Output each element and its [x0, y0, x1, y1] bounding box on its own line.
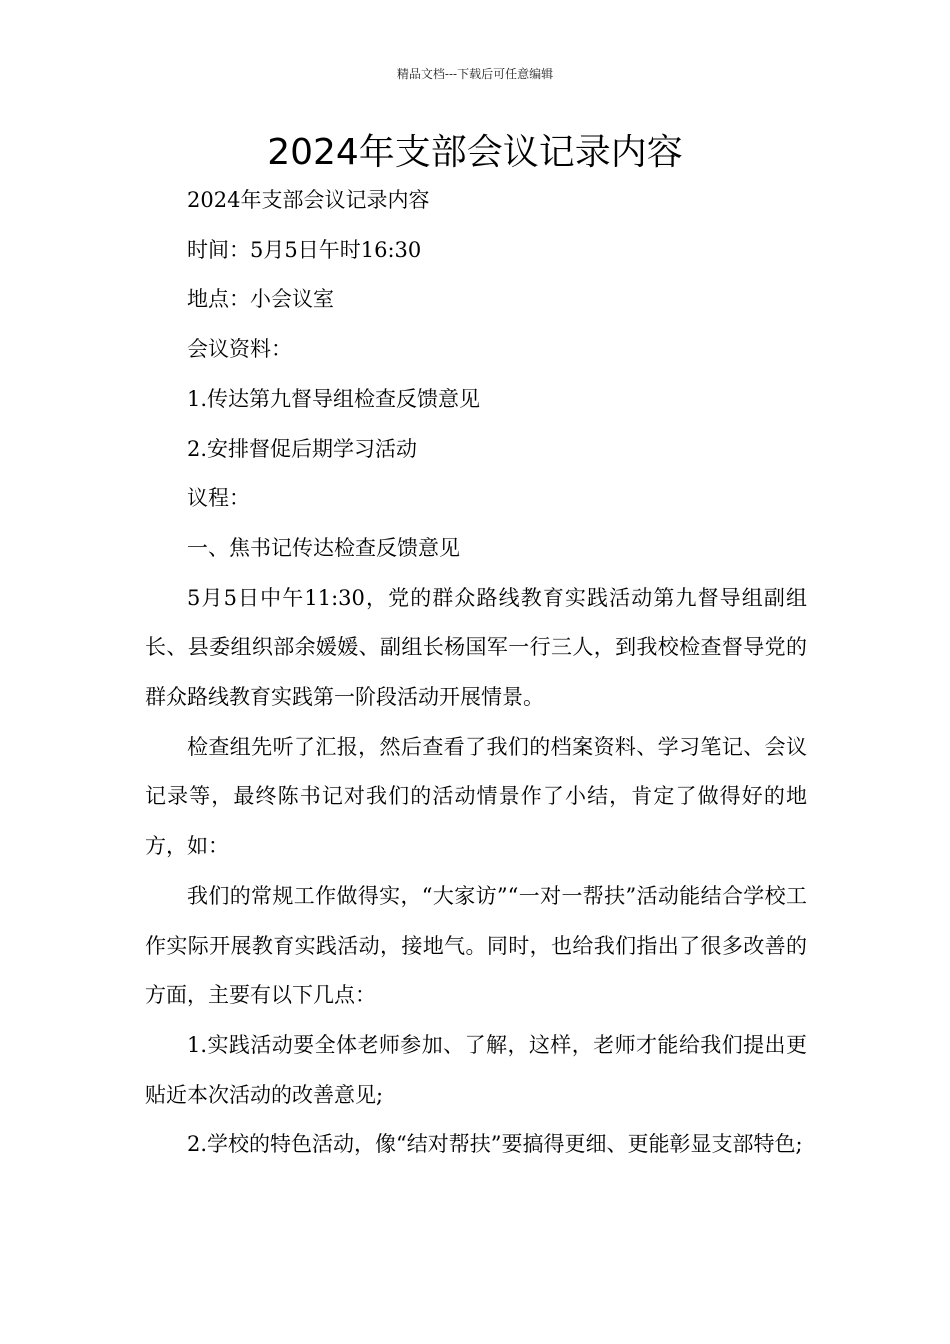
- paragraph-location: 地点：小会议室: [187, 287, 334, 312]
- paragraph-agenda-heading: 议程：: [187, 486, 250, 511]
- paragraph-material-2: 2.安排督促后期学习活动: [187, 436, 418, 461]
- paragraph-strengths: 我们的常规工作做得实，“大家访”“一对一帮扶”活动能结合学校工作实际开展教育实践活动，接地气。同时，也给我们指出了很多改善的方面，主要有以下几点：: [145, 883, 807, 1008]
- paragraph-point-1: 1.实践活动要全体老师参加、了解，这样，老师才能给我们提出更贴近本次活动的改善意见;: [145, 1032, 807, 1107]
- document-title: 2024年支部会议记录内容: [267, 132, 683, 173]
- header-note: 精品文档---下载后可任意编辑: [396, 67, 554, 81]
- paragraph-point-2: 2.学校的特色活动，像“结对帮扶”要搞得更细、更能彰显支部特色;: [187, 1132, 803, 1157]
- paragraph-review: 检查组先听了汇报，然后查看了我们的档案资料、学习笔记、会议记录等，最终陈书记对我们的活动情景作了小结，肯定了做得好的地方，如：: [145, 734, 807, 859]
- paragraph-material-1: 1.传达第九督导组检查反馈意见: [187, 386, 481, 411]
- paragraph-time: 时间：5月5日午时16:30: [187, 237, 422, 262]
- document-body: [145, 176, 807, 1170]
- paragraph-inspection: 5月5日中午11:30，党的群众路线教育实践活动第九督导组副组长、县委组织部余媛媛、副组长杨国军一行三人，到我校检查督导党的群众路线教育实践第一阶段活动开展情景。: [145, 585, 807, 710]
- paragraph-agenda-item-1: 一、焦书记传达检查反馈意见: [187, 535, 460, 560]
- paragraph-materials-heading: 会议资料：: [187, 337, 292, 362]
- paragraph-subtitle: 2024年支部会议记录内容: [187, 188, 430, 212]
